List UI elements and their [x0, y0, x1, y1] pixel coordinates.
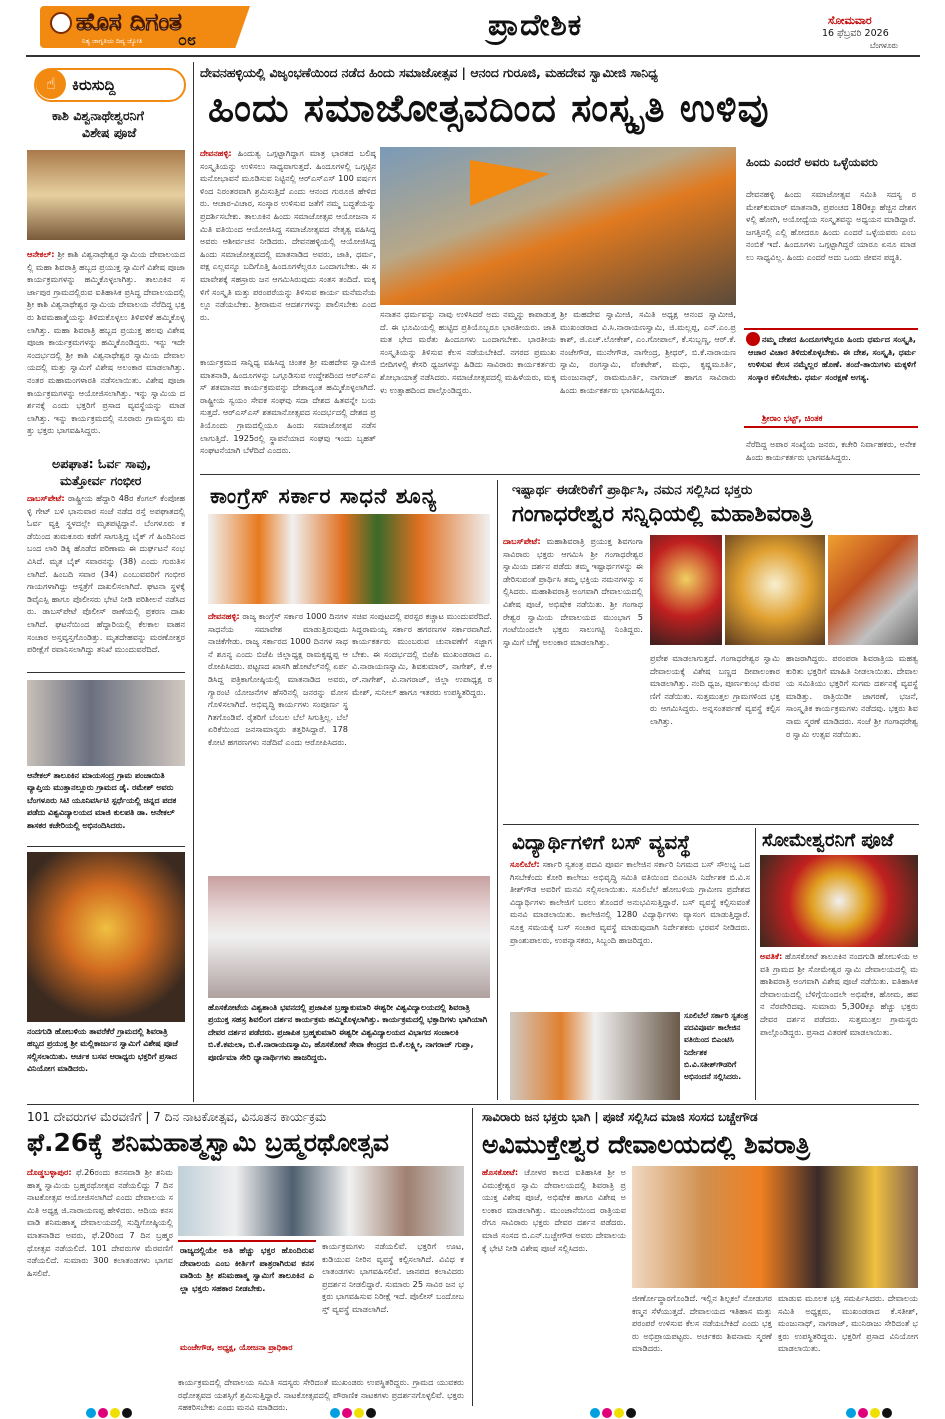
color-mark-black-4 [882, 1408, 892, 1418]
section-title: ಪ್ರಾದೇಶಿಕ [488, 8, 583, 43]
bottom-vrule [472, 1108, 473, 1406]
someshwara-body: ಅವತಿಕೆ: ಹೊಸಕೋಟೆ ತಾಲೂಕಿನ ನಂದಗುಡಿ ಹೋಬಳಿಯ ಅವತಿ ಗ್ರಾಮದ ಶ್ರೀ ಸೋಮೇಶ್ವರ ಸ್ವಾಮಿ ದೇವಾಲಯದಲ್ಲಿ ಮಹಾಶಿವರಾತ್ರಿ ಅಂಗವಾಗಿ ವಿಶೇಷ ಪೂಜೆ ನಡೆಯಿತು. ಐತಿಹಾಸಿಕ ದೇವಾಲಯದಲ್ಲಿ ಬೆಳಿಗ್ಗೆಯಿಂದಲೇ ಅಭಿಷೇಕ, ಹೋಮ, ಹವನ ನೆರವೇರಿದವು. ಸುಮಾರು 5,300ಕ್ಕೂ ಹೆಚ್ಚು ಭಕ್ತರು ದೇವರ ದರ್ಶನ ಪಡೆದರು. ಸುತ್ತಮುತ್ತಲ ಗ್ರಾಮಸ್ಥರು ಪಾಲ್ಗೊಂಡಿದ್ದರು. ಪ್ರಸಾದ ವಿತರಣೆ ಮಾಡಲಾಯಿತು. [760, 951, 919, 1037]
gangadhareshwara-photo-2 [725, 535, 825, 645]
masthead-rule [26, 55, 920, 57]
lead-procession-photo [380, 147, 736, 305]
shiva-col2: ಪ್ರವೇಶ ಮಾಡಲಾಗುತ್ತದೆ. ಗಂಗಾಧರೇಶ್ವರ ಸ್ವಾಮಿ ದೇವಾಲಯಕ್ಕೆ ವಿಶೇಷ ಬಣ್ಣದ ದೀಪಾಲಂಕಾರ ಮಾಡಲಾಗಿತ್ತು. ನಂದಿ ಧ್ವಜ, ಪೂರ್ಣಕುಂಭ ಮೆರವಣಿಗೆ ನಡೆಯಿತು. ಸುತ್ತಮುತ್ತಲ ಗ್ರಾಮಗಳಿಂದ ಭಕ್ತರು ಆಗಮಿಸಿದ್ದರು. ಅನ್ನಸಂತರ್ಪಣೆ ವ್ಯವಸ್ಥೆ ಕಲ್ಪಿಸಲಾಗಿತ್ತು. [650, 653, 780, 726]
color-mark-cyan-3 [590, 1408, 600, 1418]
mallikarjuna-idol-photo [27, 852, 185, 1022]
color-mark-yellow [110, 1408, 120, 1418]
bus-vrule [755, 828, 756, 1100]
side1-body: ಆನೇಕಲ್: ಶ್ರೀ ಕಾಶಿ ವಿಶ್ವನಾಥೇಶ್ವರ ಸ್ವಾಮಿಯ ದೇವಾಲಯದಲ್ಲಿ ಮಹಾ ಶಿವರಾತ್ರಿ ಹಬ್ಬದ ಪ್ರಯುಕ್ತ ಸ್ವಾಮಿಗೆ ವಿಶೇಷ ಪೂಜಾ ಕಾರ್ಯಕ್ರಮಗಳನ್ನು ಹಮ್ಮಿಕೊಳ್ಳಲಾಗಿತ್ತು. ತಾಲೂಕಿನ ಸರ್ಜಾಪುರ ಗ್ರಾಮದಲ್ಲಿರುವ ಐತಿಹಾಸಿಕ ಪ್ರಸಿದ್ಧ ದೇವಾಲಯದಲ್ಲಿ ಶ್ರೀ ಕಾಶಿ ವಿಶ್ವನಾಥೇಶ್ವರ ಸ್ವಾಮಿಯ ದೇವಾಲಯ ನೆರೆದಿದ್ದ ಭಕ್ತರು ಶಿವಮಹಾತ್ಮೆಯನ್ನು ತಿಳಿದುಕೊಳ್ಳಲು ತಿಳಿವಳಿಕೆ ಹಮ್ಮಿಕೊಳ್ಳಲಾಗಿತ್ತು. ಮಹಾ ಶಿವರಾತ್ರಿ ಹಬ್ಬದ ಪ್ರಯುಕ್ತ ಹಲವು ವಿಶೇಷ ಪೂಜಾ ಕಾರ್ಯಕ್ರಮಗಳನ್ನು ಹಮ್ಮಿಕೊಂಡಿದ್ದರು. ಇನ್ನು ಇದೇ ಸಂದರ್ಭದಲ್ಲಿ ಶ್ರೀ ಕಾಶಿ ವಿಶ್ವನಾಥೇಶ್ವರ ಸ್ವಾಮಿಯ ದೇವಾಲಯದಲ್ಲಿ ಮತ್ತು ಸ್ವಾಮಿಗೆ ವಿಶೇಷ ಅಲಂಕಾರ ಮಾಡಲಾಗಿತ್ತು. ನಂತರ ಮಹಾಮಂಗಳಾರತಿ ನಡೆಸಲಾಯಿತು. ವಿಶೇಷ ಪೂಜಾ ಕಾರ್ಯಕ್ರಮಗಳನ್ನು ಆಯೋಜಿಸಲಾಗಿತ್ತು. ಇನ್ನು ಸ್ವಾಮಿಯ ದರ್ಶನಕ್ಕೆ ಎಂದು ಭಕ್ತರಿಗೆ ಪ್ರಸಾದ ವ್ಯವಸ್ಥೆಯನ್ನು ಮಾಡಲಾಗಿತ್ತು. ಇನ್ನು ಕಾರ್ಯಕ್ರಮದಲ್ಲಿ ನೂರಾರು ಗ್ರಾಮಸ್ಥರು ಮತ್ತು ಭಕ್ತರು ಭಾಗವಹಿಸಿದ್ದರು. [27, 249, 185, 436]
kashi-vishwanath-photo [27, 150, 185, 240]
color-mark-yellow-4 [870, 1408, 880, 1418]
color-mark-black-3 [626, 1408, 636, 1418]
shani-quote-by: ಮಂಜೇಗೌಡ, ಅಧ್ಯಕ್ಷ, ಯೋಜನಾ ಪ್ರಾಧಿಕಾರ [180, 1343, 293, 1352]
color-mark-magenta-4 [858, 1408, 868, 1418]
color-mark-cyan [86, 1408, 96, 1418]
issue-day: ಸೋಮವಾರ [828, 14, 872, 27]
shani-col1: ದೊಡ್ಡಬಳ್ಳಾಪುರ: ಫೆ.26ರಂದು ಕನಸವಾಡಿ ಶ್ರೀ ಶನಿಮಹಾತ್ಮ ಸ್ವಾಮಿಯ ಬ್ರಹ್ಮರಥೋತ್ಸವ ನಡೆಯಲಿದ್ದು 7 ದಿನ ನಾಟಕೋತ್ಸವ ಆಯೋಜಿಸಲಾಗಿದೆ ಎಂದು ದೇವಾಲಯ ಸಮಿತಿ ಅಧ್ಯಕ್ಷ ಜಿ.ನಾರಾಯಣಪ್ಪ ಹೇಳಿದರು. ಆದಿಯ ಕನಸವಾಡಿ ಶನಿಮಹಾತ್ಮ ದೇವಾಲಯದಲ್ಲಿ ಸುದ್ದಿಗೋಷ್ಠಿಯಲ್ಲಿ ಮಾತನಾಡಿದ ಅವರು, ಫೆ.20ರಿಂದ 7 ದಿನ ಬ್ರಹ್ಮರಥೋತ್ಸವ ನಡೆಯಲಿದೆ. 101 ದೇವರುಗಳ ಮೆರವಣಿಗೆ ನಡೆಯಲಿದೆ. ಸುಮಾರು 300 ಕಲಾತಂಡಗಳು ಭಾಗವಹಿಸಲಿವೆ. [27, 1167, 173, 1278]
side2-title-l2: ಮತ್ತೋರ್ವ ಗಂಭೀರ [60, 473, 142, 488]
shiva-headline: ಗಂಗಾಧರೇಶ್ವರ ಸನ್ನಿಧಿಯಲ್ಲಿ ಮಹಾಶಿವರಾತ್ರಿ [512, 502, 813, 527]
avimukta-devotees-photo [632, 1166, 918, 1288]
lead-tail: ನೆರೆದಿದ್ದ ಅಪಾರ ಸಂಖ್ಯೆಯ ಜನರು, ಕಚೇರಿ ನಿರ್ವಾಹಕರು, ಅನೇಕ ಹಿಂದು ಕಾರ್ಯಕರ್ತರು ಭಾಗವಹಿಸಿದ್ದರು. [746, 439, 916, 462]
side1-title-l1: ಕಾಶಿ ವಿಶ್ವನಾಥೇಶ್ವರನಿಗೆ [52, 108, 144, 123]
someshwara-headline: ಸೋಮೇಶ್ವರನಿಗೆ ಪೂಜೆ [762, 830, 894, 851]
color-mark-cyan-4 [846, 1408, 856, 1418]
shani-col3: ಕಾರ್ಯಕ್ರಮದಲ್ಲಿ ದೇವಾಲಯ ಸಮಿತಿ ಸದಸ್ಯರು ಸೇರಿದಂತೆ ಮುಖಂಡರು ಉಪಸ್ಥಿತರಿದ್ದರು. ಗ್ರಾಮದ ಯುವಕರು ರಥೋತ್ಸವದ ಯಶಸ್ಸಿಗೆ ಶ್ರಮಿಸುತ್ತಿದ್ದಾರೆ. ನಾಟಕೋತ್ಸವದಲ್ಲಿ ಪೌರಾಣಿಕ ನಾಟಕಗಳು ಪ್ರದರ್ಶನಗೊಳ್ಳಲಿವೆ. ಭಕ್ತರು ಸಹಕರಿಸಬೇಕು ಎಂದು ಮನವಿ ಮಾಡಿದರು. [178, 1377, 464, 1413]
shiva-bottom-rule [503, 824, 919, 825]
bus-body: ಸೂಲಿಬೆಲೆ: ಸರ್ಕಾರಿ ಸ್ವತಂತ್ರ ಪದವಿ ಪೂರ್ವ ಕಾಲೇಜಿನ ಸರ್ಕಾರಿ ನಿಗಮದ ಬಸ್ ಸೌಲಭ್ಯ ಒದಗಿಸಬೇಕೆಂದು ಕೋರಿ ಕಾಲೇಜು ಅಭಿವೃದ್ಧಿ ಸಮಿತಿ ವತಿಯಿಂದ ಬಿಎಂಟಿಸಿ ನಿರ್ದೇಶಕ ಬಿ.ವಿ.ಸತೀಶ್‌ಗೌಡ ಅವರಿಗೆ ಮನವಿ ಸಲ್ಲಿಸಲಾಯಿತು. ಸೂಲಿಬೆಲೆ ಹೋಬಳಿಯ ಗ್ರಾಮೀಣ ಪ್ರದೇಶದ ವಿದ್ಯಾರ್ಥಿಗಳು ಕಾಲೇಜಿಗೆ ಬರಲು ತೊಂದರೆ ಅನುಭವಿಸುತ್ತಿದ್ದಾರೆ. ಬಸ್ ವ್ಯವಸ್ಥೆ ಕಲ್ಪಿಸುವಂತೆ ಮನವಿ ಮಾಡಲಾಯಿತು. ಕಾಲೇಜಿನಲ್ಲಿ 1280 ವಿದ್ಯಾರ್ಥಿಗಳು ವ್ಯಾಸಂಗ ಮಾಡುತ್ತಿದ್ದಾರೆ. ಸೂಕ್ತ ಸಮಯಕ್ಕೆ ಬಸ್ ಸಂಚಾರ ವ್ಯವಸ್ಥೆ ಮಾಡುವುದಾಗಿ ನಿರ್ದೇಶಕರು ಭರವಸೆ ನೀಡಿದರು. ಪ್ರಾಂಶುಪಾಲರು, ಉಪನ್ಯಾಸಕರು, ಸಿಬ್ಬಂದಿ ಹಾಜರಿದ್ದರು. [510, 859, 750, 945]
color-mark-cyan-2 [330, 1408, 340, 1418]
color-mark-black-2 [366, 1408, 376, 1418]
issue-city: ಬೆಂಗಳೂರು [870, 41, 899, 50]
lead-col1b: ಕಾರ್ಯಕ್ರಮದ ಸಾನ್ನಿಧ್ಯ ವಹಿಸಿದ್ದ ಚಿಂತಕ ಶ್ರೀ ಮಹದೇವ ಸ್ವಾಮೀಜಿ ಮಾತನಾಡಿ, ಹಿಂದೂಗಳನ್ನು ಒಗ್ಗೂಡಿಸುವ ಉದ್ದೇಶದಿಂದ ಆರ್‌ಎಸ್‌ಎಸ್ ಶತಮಾನದ ಕಾರ್ಯಕ್ರಮವನ್ನು ದೇಶಾದ್ಯಂತ ಹಮ್ಮಿಕೊಳ್ಳಲಾಗಿದೆ. ರಾಷ್ಟ್ರೀಯ ಸ್ವಯಂ ಸೇವಕ ಸಂಘವು ಸದಾ ದೇಶದ ಹಿತವನ್ನೇ ಬಯಸುತ್ತದೆ. ಆರ್‌ಎಸ್‌ಎಸ್ ಶತಮಾನೋತ್ಸವದ ಸಂದರ್ಭದಲ್ಲಿ ದೇಶದ ಪ್ರತಿಯೊಂದು ಗ್ರಾಮದಲ್ಲಿಯೂ ಹಿಂದು ಸಮಾಜೋತ್ಸವ ನಡೆಸಲಾಗುತ್ತಿದೆ. 1925ರಲ್ಲಿ ಸ್ಥಾಪನೆಯಾದ ಸಂಘವು ಇಂದು ಬೃಹತ್ ಸಂಘಟನೆಯಾಗಿ ಬೆಳೆದಿದೆ ಎಂದರು. [200, 357, 376, 456]
lead-col1: ದೇವನಹಳ್ಳಿ: ಹಿಂದುತ್ವ ಒಗ್ಗಟ್ಟಾಗಿದ್ದಾಗ ಮಾತ್ರ ಭಾರತದ ಬಲಿಷ್ಠ ಸಂಸ್ಕೃತಿಯನ್ನು ಉಳಿಸಲು ಸಾಧ್ಯವಾಗುತ್ತದೆ. ಹಿಂದೂಗಳಲ್ಲಿ ಒಗ್ಗಟ್ಟಿನ ಮನೋಭಾವನೆ ಮೂಡಿಸುವ ನಿಟ್ಟಿನಲ್ಲಿ ಆರ್‌ಎಸ್‌ಎಸ್ 100 ವರ್ಷಗಳಿಂದ ನಿರಂತರವಾಗಿ ಶ್ರಮಿಸುತ್ತಿದೆ ಎಂದು ಆನಂದ ಗುರೂಜಿ ಹೇಳಿದರು. ಆಚಾರ-ವಿಚಾರ, ಸಂಸ್ಕಾರ ಉಳಿಸುವ ಜತೆಗೆ ನಮ್ಮ ಬದ್ಧತೆಯನ್ನು ಪ್ರದರ್ಶಿಸಬೇಕು. ತಾಲೂಕಿನ ಹಿಂದು ಸಮಾಜೋತ್ಸವ ಆಯೋಜನಾ ಸಮಿತಿ ವತಿಯಿಂದ ಆಯೋಜಿಸಿದ್ದ ಸಮಾಜೋತ್ಸವದ ನೇತೃತ್ವ ವಹಿಸಿದ್ದ ಅವರು ಆಶೀರ್ವಚನ ನೀಡಿದರು. ದೇವನಹಳ್ಳಿಯಲ್ಲಿ ಆಯೋಜಿಸಿದ್ದ ಹಿಂದು ಸಮಾಜೋತ್ಸವದಲ್ಲಿ ಮಾತನಾಡಿದ ಅವರು, ಜಾತಿ, ಧರ್ಮ, ಪಕ್ಷ ಎಲ್ಲವನ್ನೂ ಬದಿಗೊತ್ತಿ ಹಿಂದೂಗಳೆಲ್ಲರೂ ಒಂದಾಗಬೇಕು. ಈ ಸಮಾವೇಶಕ್ಕೆ ಸಹಸ್ರಾರು ಜನ ಆಗಮಿಸಿರುವುದು ಸಂತಸ ತಂದಿದೆ. ಮಕ್ಕಳಿಗೆ ಸಂಸ್ಕೃತಿ ಮತ್ತು ಪರಂಪರೆಯನ್ನು ತಿಳಿಸುವ ಕಾರ್ಯ ಮನೆಮನೆಯಲ್ಲೂ ನಡೆಯಬೇಕು. ಶ್ರೀರಾಮನ ಆದರ್ಶಗಳನ್ನು ಪಾಲಿಸಬೇಕು ಎಂದರು. [200, 148, 376, 322]
lead-headline: ಹಿಂದು ಸಮಾಜೋತ್ಸವದಿಂದ ಸಂಸ್ಕೃತಿ ಉಳಿವು [208, 86, 770, 130]
shiva-col3: ಹಾಜರಾಗಿದ್ದರು. ಪರಂಪರಾ ಶಿವರಾತ್ರಿಯ ಮಹತ್ವ ಕುರಿತು ಭಕ್ತರಿಗೆ ಮಾಹಿತಿ ನೀಡಲಾಯಿತು. ದೇವಾಲಯ ಸಮಿತಿಯು ಭಕ್ತರಿಗೆ ಸುಗಮ ದರ್ಶನಕ್ಕೆ ವ್ಯವಸ್ಥೆ ಮಾಡಿತ್ತು. ರಾತ್ರಿಯಿಡೀ ಜಾಗರಣೆ, ಭಜನೆ, ಸಾಂಸ್ಕೃತಿಕ ಕಾರ್ಯಕ್ರಮಗಳು ನಡೆದವು. ಭಕ್ತರು ಶಿವನಾಮ ಸ್ಮರಣೆ ಮಾಡಿದರು. ಸಂಜೆ ಶ್ರೀ ಗಂಗಾಧರೇಶ್ವರ ಸ್ವಾಮಿ ಉತ್ಸವ ನಡೆಯಿತು. [786, 653, 918, 739]
lead-col4: ಶ್ರೀ ಮಹದೇವ ಸ್ವಾಮೀಜಿ, ಸಮಿತಿ ಅಧ್ಯಕ್ಷ ಆನಂದ ಸ್ವಾಮೀಜಿ, ಮುಖಂಡರಾದ ವಿ.ಸಿ.ನಾರಾಯಣಸ್ವಾಮಿ, ಜಿ.ಮಲ್ಲಪ್ಪ, ಎನ್.ಎಂ.ಪ್ರಕಾಶ್, ಜಿ.ಎಚ್.ಲೋಕೇಶ್, ಎಂ.ಗೋಪಾಲ್, ಕೆ.ಸುಬ್ಬಣ್ಣ, ಆರ್.ಕೆ.ನಂಜೇಗೌಡ, ಮುನೇಗೌಡ, ನಾಗೇಂದ್ರ, ಶ್ರೀಧರ್, ಬಿ.ಕೆ.ನಾರಾಯಣಸ್ವಾಮಿ, ರಂಗಸ್ವಾಮಿ, ವೆಂಕಟೇಶ್, ಮಧು, ಕೃಷ್ಣಮೂರ್ತಿ, ಮಂಜುನಾಥ್, ರಾಮಮೂರ್ತಿ, ನಾಗರಾಜ್ ಹಾಗೂ ಸಾವಿರಾರು ಹಿಂದು ಕಾರ್ಯಕರ್ತರು ಭಾಗವಹಿಸಿದ್ದರು. [560, 309, 736, 395]
side-divider-2 [27, 846, 185, 847]
lead-quote: ನಮ್ಮ ದೇಶದ ಹಿಂದೂಗಳೆಲ್ಲರೂ ಹಿಂದು ಧರ್ಮದ ಸಂಸ್ಕೃತಿ, ಆಚಾರ ವಿಚಾರ ತಿಳಿದುಕೊಳ್ಳಬೇಕು. ಈ ದೇಶ, ಸಂಸ್ಕೃತಿ, ಧರ್ಮ ಉಳಿಸುವ ಕೆಲಸ ನಮ್ಮೆಲ್ಲರ ಹೊಣೆ. ತಂದೆ-ತಾಯಿಗಳು ಮಕ್ಕಳಿಗೆ ಸಂಸ್ಕಾರ ಕಲಿಸಬೇಕು. ಧರ್ಮ ಸಂರಕ್ಷಣೆ ಅಗತ್ಯ. [748, 334, 916, 382]
bus-headline: ವಿದ್ಯಾರ್ಥಿಗಳಿಗೆ ಬಸ್ ವ್ಯವಸ್ಥೆ [512, 830, 691, 854]
brand-tagline: ನಿತ್ಯ ಜಾಗೃತಿಯ ದಿವ್ಯ ಜ್ಯೋತಿ [82, 37, 143, 45]
sidebar-vrule [193, 62, 194, 1102]
shani-col2: ಕಾರ್ಯಕ್ರಮಗಳು ನಡೆಯಲಿವೆ. ಭಕ್ತರಿಗೆ ಊಟ, ಕುಡಿಯುವ ನೀರಿನ ವ್ಯವಸ್ಥೆ ಕಲ್ಪಿಸಲಾಗಿದೆ. ವಿವಿಧ ಕಲಾತಂಡಗಳು ಭಾಗವಹಿಸಲಿವೆ. ಜಾನಪದ ಕಲಾವಿದರು ಪ್ರದರ್ಶನ ನೀಡಲಿದ್ದಾರೆ. ಸುಮಾರು 25 ಸಾವಿರ ಜನ ಭಕ್ತರು ಭಾಗವಹಿಸುವ ನಿರೀಕ್ಷೆ ಇದೆ. ಪೊಲೀಸ್ ಬಂದೋಬಸ್ತ್ ವ್ಯವಸ್ಥೆ ಮಾಡಲಾಗಿದೆ. [322, 1241, 465, 1314]
congress-col2: ಸಚಿವ ಸಂಪುಟದಲ್ಲಿ ಪರಸ್ಪರ ಕಚ್ಚಾಟ ಮುಂದುವರೆದಿದೆ. ಸಿದ್ದರಾಮಯ್ಯ ಸರ್ಕಾರ ಹಗರಣಗಳ ಸರ್ಕಾರವಾಗಿದೆ. ಕಾರ್ಯಕರ್ತರು ಮುಂಬರುವ ಚುನಾವಣೆಗೆ ಸಜ್ಜಾಗಬೇಕು. ಈ ಸಂದರ್ಭದಲ್ಲಿ ಬಿಜೆಪಿ ಮುಖಂಡರಾದ ಎ.ವಿ.ನಾರಾಯಣಸ್ವಾಮಿ, ಶಿವಕುಮಾರ್, ನಾಗೇಶ್, ಕೆ.ಆರ್.ನಾಗೇಶ್, ವಿ.ನಾಗರಾಜ್, ಜಿಲ್ಲಾ ಉಪಾಧ್ಯಕ್ಷ ರಮೇಶ್, ಸುನೀಲ್ ಹಾಗೂ ಇತರರು ಉಪಸ್ಥಿತರಿದ್ದರು. [352, 611, 492, 697]
color-mark-yellow-2 [354, 1408, 364, 1418]
lead-col3: ಸನಾತನ ಧರ್ಮವನ್ನು ನಾವು ಉಳಿಸಿದರೆ ಅದು ನಮ್ಮನ್ನು ಕಾಪಾಡುತ್ತದೆ. ಈ ಭೂಮಿಯಲ್ಲಿ ಹುಟ್ಟಿದ ಪ್ರತಿಯೊಬ್ಬರೂ ಭಾರತೀಯರು. ಜಾತಿ ಮತ ಭೇದ ಮರೆತು ಹಿಂದೂಗಳು ಒಂದಾಗಬೇಕು. ಭಾರತೀಯ ಸಂಸ್ಕೃತಿಯನ್ನು ತಿಳಿಸುವ ಕೆಲಸ ನಡೆಯಬೇಕಿದೆ. ನಗರದ ಪ್ರಮುಖ ಬೀದಿಗಳಲ್ಲಿ ಕೇಸರಿ ಧ್ವಜಗಳನ್ನು ಹಿಡಿದು ಸಾವಿರಾರು ಕಾರ್ಯಕರ್ತರು ಶೋಭಾಯಾತ್ರೆ ನಡೆಸಿದರು. ಸಮಾಜೋತ್ಸವದಲ್ಲಿ ಮಹಿಳೆಯರು, ಮಕ್ಕಳು ಉತ್ಸಾಹದಿಂದ ಪಾಲ್ಗೊಂಡಿದ್ದರು. [380, 309, 557, 395]
kirusuddi-label: ಕಿರುಸುದ್ದಿ [72, 76, 116, 94]
lead-bottom-rule [200, 474, 920, 475]
page-number: ೦೮ [178, 30, 196, 49]
press-meet-photo [208, 514, 490, 604]
shani-headline: ಫೆ.26ಕ್ಕೆ ಶನಿಮಹಾತ್ಮಸ್ವಾಮಿ ಬ್ರಹ್ಮರಥೋತ್ಸವ [27, 1128, 389, 1157]
avimukta-kicker: ಸಾವಿರಾರು ಜನ ಭಕ್ತರು ಭಾಗಿ | ಪೂಜೆ ಸಲ್ಲಿಸಿದ ಮಾಜಿ ಸಂಸದ ಬಚ್ಚೇಗೌಡ [482, 1110, 758, 1124]
avimukta-col1: ಹೊಸಕೋಟೆ: ಚೋಳರ ಕಾಲದ ಐತಿಹಾಸಿಕ ಶ್ರೀ ಅವಿಮುಕ್ತೇಶ್ವರ ಸ್ವಾಮಿ ದೇವಾಲಯದಲ್ಲಿ ಶಿವರಾತ್ರಿ ಪ್ರಯುಕ್ತ ವಿಶೇಷ ಪೂಜೆ, ಅಭಿಷೇಕ ಹಾಗೂ ವಿಶೇಷ ಅಲಂಕಾರ ಮಾಡಲಾಗಿತ್ತು. ಮುಂಜಾನೆಯಿಂದ ರಾತ್ರಿಯವರೆಗೂ ಸಾವಿರಾರು ಭಕ್ತರು ದೇವರ ದರ್ಶನ ಪಡೆದರು. ಮಾಜಿ ಸಂಸದ ಬಿ.ಎನ್.ಬಚ್ಚೇಗೌಡ ಅವರು ದೇವಾಲಯಕ್ಕೆ ಭೇಟಿ ನೀಡಿ ವಿಶೇಷ ಪೂಜೆ ಸಲ್ಲಿಸಿದರು. [482, 1167, 626, 1253]
avimukta-headline: ಅವಿಮುಕ್ತೇಶ್ವರ ದೇವಾಲಯದಲ್ಲಿ ಶಿವರಾತ್ರಿ [482, 1130, 811, 1159]
lead-quote-by: ಶ್ರೀರಾಂ ಭಟ್ಟ್, ಚಿಂತಕ [762, 414, 823, 424]
shani-kicker: 101 ದೇವರುಗಳ ಮೆರವಣಿಗೆ | 7 ದಿನ ನಾಟಕೋತ್ಸವ, ವಿನೂತನ ಕಾರ್ಯಕ್ರಮ [27, 1110, 327, 1124]
award-ceremony-photo [27, 680, 185, 766]
congress-col1: ದೇವನಹಳ್ಳಿ: ರಾಜ್ಯ ಕಾಂಗ್ರೆಸ್ ಸರ್ಕಾರ 1000 ದಿನಗಳ ಸಾಧನೆಯ ಸಮಾವೇಶ ಮಾಡುತ್ತಿರುವುದು ನಾಚಿಕೆಗೇಡು. ರಾಜ್ಯ ಸರ್ಕಾರದ 1000 ದಿನಗಳ ಸಾಧನೆ ಶೂನ್ಯ ಎಂದು ಬಿಜೆಪಿ ಜಿಲ್ಲಾಧ್ಯಕ್ಷ ರಾಮಕೃಷ್ಣಪ್ಪ ಆರೋಪಿಸಿದರು. ಪಟ್ಟಣದ ಖಾಸಗಿ ಹೋಟೆಲ್‌ನಲ್ಲಿ ಏರ್ಪಡಿಸಿದ್ದ ಪತ್ರಿಕಾಗೋಷ್ಠಿಯಲ್ಲಿ ಮಾತನಾಡಿದ ಅವರು, ಗ್ಯಾರಂಟಿ ಯೋಜನೆಗಳ ಹೆಸರಿನಲ್ಲಿ ಜನರನ್ನು ಮೋಸಗೊಳಿಸಲಾಗಿದೆ. ಅಭಿವೃದ್ಧಿ ಕಾರ್ಯಗಳು ಸಂಪೂರ್ಣ ಸ್ಥಗಿತಗೊಂಡಿವೆ. ರೈತರಿಗೆ ಬೆಂಬಲ ಬೆಲೆ ಸಿಗುತ್ತಿಲ್ಲ. ಬೆಲೆ ಏರಿಕೆಯಿಂದ ಜನಸಾಮಾನ್ಯರು ತತ್ತರಿಸಿದ್ದಾರೆ. 178 ಕೋಟಿ ಹಗರಣಗಳು ನಡೆದಿವೆ ಎಂದು ಆರೋಪಿಸಿದರು. [208, 611, 348, 747]
brahmakumari-group-photo [208, 876, 490, 998]
congress-headline: ಕಾಂಗ್ರೆಸ್ ಸರ್ಕಾರ ಸಾಧನೆ ಶೂನ್ಯ [210, 484, 438, 508]
avimukta-col2: ಜೀರ್ಣೋದ್ಧಾರಗೊಂಡಿದೆ. ಇಲ್ಲಿನ ಶಿಲ್ಪಕಲೆ ನೋಡುಗರ ಕಣ್ಮನ ಸೆಳೆಯುತ್ತದೆ. ದೇವಾಲಯದ ಇತಿಹಾಸ ಮತ್ತು ಪರಂಪರೆ ಉಳಿಸುವ ಕೆಲಸ ನಡೆಯಬೇಕಿದೆ ಎಂದು ಭಕ್ತರು ಅಭಿಪ್ರಾಯಪಟ್ಟರು. ಅರ್ಚಕರು ಶಿವನಾಮ ಸ್ಮರಣೆ ಮಾಡಿದರು. [632, 1293, 772, 1354]
side2-body: ದಾಬಸ್‌ಪೇಟೆ: ರಾಷ್ಟ್ರೀಯ ಹೆದ್ದಾರಿ 48ರ ಕೆಂಗಲ್ ಕೆಂಪೋಹಳ್ಳಿ ಗೇಟ್ ಬಳಿ ಭಾನುವಾರ ಸಂಜೆ ನಡೆದ ರಸ್ತೆ ಅಪಘಾತದಲ್ಲಿ ಓರ್ವ ವ್ಯಕ್ತಿ ಸ್ಥಳದಲ್ಲೇ ಮೃತಪಟ್ಟಿದ್ದಾನೆ. ಬೆಂಗಳೂರು ಕಡೆಯಿಂದ ತುಮಕೂರು ಕಡೆಗೆ ಸಾಗುತ್ತಿದ್ದ ಬೈಕ್ ಗೆ ಹಿಂದಿನಿಂದ ಬಂದ ಲಾರಿ ಡಿಕ್ಕಿ ಹೊಡೆದ ಪರಿಣಾಮ ಈ ದುರ್ಘಟನೆ ಸಂಭವಿಸಿದೆ. ಮೃತ ಬೈಕ್ ಸವಾರನನ್ನು (38) ಎಂದು ಗುರುತಿಸಲಾಗಿದೆ. ಹಿಂಬದಿ ಸವಾರ (34) ಎಂಬುವವರಿಗೆ ಗಂಭೀರ ಗಾಯಗಳಾಗಿದ್ದು ಆಸ್ಪತ್ರೆಗೆ ದಾಖಲಿಸಲಾಗಿದೆ. ಘಟನಾ ಸ್ಥಳಕ್ಕೆ ಡಿವೈಎಸ್ಪಿ ಹಾಗೂ ಪೊಲೀಸರು ಭೇಟಿ ನೀಡಿ ಪರಿಶೀಲನೆ ನಡೆಸಿದರು. ಡಾಬಸ್‌ಪೇಟೆ ಪೊಲೀಸ್ ಠಾಣೆಯಲ್ಲಿ ಪ್ರಕರಣ ದಾಖಲಾಗಿದೆ. ಘಟನೆಯಿಂದ ಹೆದ್ದಾರಿಯಲ್ಲಿ ಕೆಲಕಾಲ ವಾಹನ ಸಂಚಾರ ಅಸ್ತವ್ಯಸ್ತಗೊಂಡಿತ್ತು. ಮೃತದೇಹವನ್ನು ಮರಣೋತ್ತರ ಪರೀಕ್ಷೆಗೆ ರವಾನಿಸಲಾಗಿದ್ದು ತನಿಖೆ ಮುಂದುವರೆದಿದೆ. [27, 493, 185, 655]
issue-date: 16 ಫೆಬ್ರವರಿ 2026 [822, 28, 889, 39]
lead-box-title: ಹಿಂದು ಎಂದರೆ ಅವರು ಒಳ್ಳೆಯವರು [746, 155, 878, 169]
shiva-kicker: ಇಷ್ಟಾರ್ಥ ಈಡೇರಿಕೆಗೆ ಪ್ರಾರ್ಥಿಸಿ, ನಮನ ಸಲ್ಲಿಸಿದ ಭಕ್ತರು [512, 482, 753, 498]
color-mark-magenta-3 [602, 1408, 612, 1418]
congress-vrule [497, 480, 498, 1100]
side1-title-l2: ವಿಶೇಷ ಪೂಜೆ [82, 125, 137, 140]
hand-point-icon: ☝ [36, 69, 66, 99]
color-mark-yellow-3 [614, 1408, 624, 1418]
avimukta-col3: ಮಾಡುವ ಮೂಲಕ ಭಕ್ತಿ ಸಮರ್ಪಿಸಿದರು. ದೇವಾಲಯ ಸಮಿತಿ ಅಧ್ಯಕ್ಷರು, ಮುಖಂಡರಾದ ಕೆ.ಸತೀಶ್, ಮಂಜುನಾಥ್, ನಾಗರಾಜ್, ಮುನಿರಾಜು ಸೇರಿದಂತೆ ಭಕ್ತರು ಉಪಸ್ಥಿತರಿದ್ದರು. ಭಕ್ತರಿಗೆ ಪ್ರಸಾದ ವಿನಿಯೋಗ ಮಾಡಲಾಯಿತು. [778, 1293, 918, 1354]
brahmakumari-caption: ಹೊಸಕೋಟೆಯ ವಿಶ್ವಶಾಂತಿ ಭವನದಲ್ಲಿ ಪ್ರಜಾಪಿತ ಬ್ರಹ್ಮಾಕುಮಾರಿ ಈಶ್ವರೀ ವಿಶ್ವವಿದ್ಯಾಲಯದಲ್ಲಿ ಶಿವರಾತ್ರಿ ಪ್ರಯುಕ್ತ ಸಹಸ್ರ ಶಿವಲಿಂಗ ದರ್ಶನ ಕಾರ್ಯಕ್ರಮ ಹಮ್ಮಿಕೊಳ್ಳಲಾಗಿತ್ತು. ಕಾರ್ಯಕ್ರಮದಲ್ಲಿ ಭಕ್ತಾದಿಗಳು ಭಾಗಿಯಾಗಿ ದೇವರ ದರ್ಶನ ಪಡೆದರು. ಪ್ರಜಾಪಿತ ಬ್ರಹ್ಮಕುಮಾರಿ ಈಶ್ವರೀ ವಿಶ್ವವಿದ್ಯಾಲಯದ ವಿಭಾಗದ ಸಂಚಾಲಕಿ ಬಿ.ಕೆ.ಕಮಲಾ, ಬಿ.ಕೆ.ನಾರಾಯಣಸ್ವಾಮಿ, ಹೊಸಕೋಟೆ ಸೇವಾ ಕೇಂದ್ರದ ಬಿ.ಕೆ.ಲಕ್ಷ್ಮೀ, ನಾಗರಾಜ್ ಗುಪ್ತಾ, ಪೂರ್ಣಿಮಾ ಸೇರಿ ಧ್ಯಾನಾರ್ಥಿಗಳು ಹಾಜರಿದ್ದರು. [208, 1003, 488, 1062]
brand-name: ಹೊಸ ದಿಗಂತ [76, 8, 182, 36]
mid-bottom-rule [27, 1104, 919, 1105]
lead-kicker: ದೇವನಹಳ್ಳಿಯಲ್ಲಿ ವಿಜೃಂಭಣೆಯಿಂದ ನಡೆದ ಹಿಂದು ಸಮಾಜೋತ್ಸವ | ಆನಂದ ಗುರೂಜಿ, ಮಹದೇವ ಸ್ವಾಮೀಜಿ ಸಾನಿಧ್ಯ [200, 66, 658, 80]
brand-lamp-icon [50, 12, 72, 34]
someshwara-idol-photo [760, 855, 918, 947]
gangadhareshwara-photo-3 [828, 535, 918, 645]
shani-quote: ರಾಜ್ಯದಲ್ಲಿಯೇ ಅತಿ ಹೆಚ್ಚು ಭಕ್ತರ ಹೊಂದಿರುವ ದೇವಾಲಯ ಎಂಬ ಕೀರ್ತಿಗೆ ಪಾತ್ರರಾಗಿರುವ ಕನಸವಾಡಿಯ ಶ್ರೀ ಶನಿಮಹಾತ್ಮ ಸ್ವಾಮಿಗೆ ತಾಲೂಕಿನ ಎಲ್ಲಾ ಭಕ್ತರು ಸಹಕಾರ ನೀಡಬೇಕು. [180, 1245, 314, 1293]
lead-box-body: ದೇವನಹಳ್ಳಿ ಹಿಂದು ಸಮಾಜೋತ್ಸವ ಸಮಿತಿ ಸದಸ್ಯ ರಮೇಶ್‌ಕುಮಾರ್ ಮಾತನಾಡಿ, ಪ್ರಪಂಚದ 180ಕ್ಕೂ ಹೆಚ್ಚಿನ ದೇಶಗಳಲ್ಲಿ ಹೋಗಿ, ಅಯೋಧ್ಯೆಯ ಸಂಸ್ಕೃತವನ್ನು ಅಧ್ಯಯನ ಮಾಡಿದ್ದಾರೆ. ಜಗತ್ತಿನಲ್ಲಿ ಎಲ್ಲಿ ಹೋದರೂ ಹಿಂದು ಎಂದರೆ ಒಳ್ಳೆಯವರು ಎಂಬ ನಂಬಿಕೆ ಇದೆ. ಹಿಂದೂಗಳು ಒಗ್ಗಟ್ಟಾಗಿದ್ದರೆ ಯಾರೂ ಏನೂ ಮಾಡಲು ಸಾಧ್ಯವಿಲ್ಲ. ಹಿಂದು ಎಂದರೆ ಅದು ಒಂದು ಜೀವನ ಪದ್ಧತಿ. [746, 189, 916, 262]
gangadhareshwara-photo-1 [650, 535, 722, 645]
bus-felicitation-photo [510, 1012, 680, 1100]
shiva-col1: ದಾಬಸ್‌ಪೇಟೆ: ಮಹಾಶಿವರಾತ್ರಿ ಪ್ರಯುಕ್ತ ಶಿವಗಂಗಾ ಸಾವಿರಾರು ಭಕ್ತರು ಆಗಮಿಸಿ ಶ್ರೀ ಗಂಗಾಧರೇಶ್ವರ ಸ್ವಾಮಿಯ ದರ್ಶನ ಪಡೆದು ತಮ್ಮ ಇಷ್ಟಾರ್ಥಗಳನ್ನು ಈಡೇರಿಸುವಂತೆ ಪ್ರಾರ್ಥಿಸಿ ತಮ್ಮ ಭಕ್ತಿಯ ನಮನಗಳನ್ನು ಸಲ್ಲಿಸಿದರು. ಮಹಾಶಿವರಾತ್ರಿ ಅಂಗವಾಗಿ ದೇವಾಲಯದಲ್ಲಿ ವಿಶೇಷ ಪೂಜೆ, ಅಭಿಷೇಕ ನಡೆಯಿತು. ಶ್ರೀ ಗಂಗಾಧರೇಶ್ವರ ಸ್ವಾಮಿಯ ದೇವಾಲಯದ ಮುಂಭಾಗ 5 ಗಂಟೆಯಿಂದಲೇ ಭಕ್ತರು ಸಾಲುಗಟ್ಟಿ ನಿಂತಿದ್ದರು. ಸ್ವಾಮಿಗೆ ಬೆಣ್ಣೆ ಅಲಂಕಾರ ಮಾಡಲಾಗಿತ್ತು. [503, 536, 643, 647]
shani-pressmeet-photo [178, 1166, 464, 1236]
color-mark-magenta-2 [342, 1408, 352, 1418]
side4-caption: ನಂದಗುಡಿ ಹೋಬಳಿಯ ತಾವರೆಕೆರೆ ಗ್ರಾಮದಲ್ಲಿ ಶಿವರಾತ್ರಿ ಹಬ್ಬದ ಪ್ರಯುಕ್ತ ಶ್ರೀ ಮಲ್ಲಿಕಾರ್ಜುನ ಸ್ವಾಮಿಗೆ ವಿಶೇಷ ಪೂಜೆ ಸಲ್ಲಿಸಲಾಯಿತು. ಆರ್ಚಕ ಬಸವ ಆರಾಧ್ಯರು ಭಕ್ತರಿಗೆ ಪ್ರಸಾದ ವಿನಿಯೋಗ ಮಾಡಿದರು. [27, 1027, 178, 1074]
side-divider-1 [27, 672, 185, 673]
color-mark-black [122, 1408, 132, 1418]
side3-caption: ಆನೇಕಲ್ ತಾಲೂಕಿನ ಮಾಯಸಂದ್ರ ಗ್ರಾಮ ಪಂಚಾಯಿತಿ ವ್ಯಾಪ್ತಿಯ ಮುತ್ತಾನಲ್ಲೂರು ಗ್ರಾಮದ ಡೈ. ರಮೇಶ್ ಅವರು ಬೆಂಗಳೂರು ಸಿಟಿ ಯೂನಿವರ್ಸಿಟಿ ಸ್ಪರ್ಧೆಯಲ್ಲಿ ಚಿನ್ನದ ಪದಕ ಪಡೆದು ವಿಶ್ವವಿದ್ಯಾಲಯದ ಮಾಜಿ ಕುಲಪತಿ ಡಾ. ಆನೇಕಲ್ ಶಾಸಕರ ಕಚೇರಿಯಲ್ಲಿ ಅಭಿನಂದಿಸಿದರು. [27, 771, 177, 830]
bus-caption: ಸೂಲಿಬೆಲೆ ಸರ್ಕಾರಿ ಸ್ವತಂತ್ರ ಪದವಿಪೂರ್ವ ಕಾಲೇಜಿನ ವತಿಯಿಂದ ಬಿಎಂಟಿಸಿ ನಿರ್ದೇಶಕ ಬಿ.ವಿ.ಸತೀಶ್‌ಗೌಡರಿಗೆ ಅಭಿನಂದನೆ ಸಲ್ಲಿಸಿದರು. [684, 1011, 749, 1082]
color-mark-magenta [98, 1408, 108, 1418]
side2-title-l1: ಅಪಘಾತ: ಓರ್ವ ಸಾವು, [52, 456, 152, 471]
